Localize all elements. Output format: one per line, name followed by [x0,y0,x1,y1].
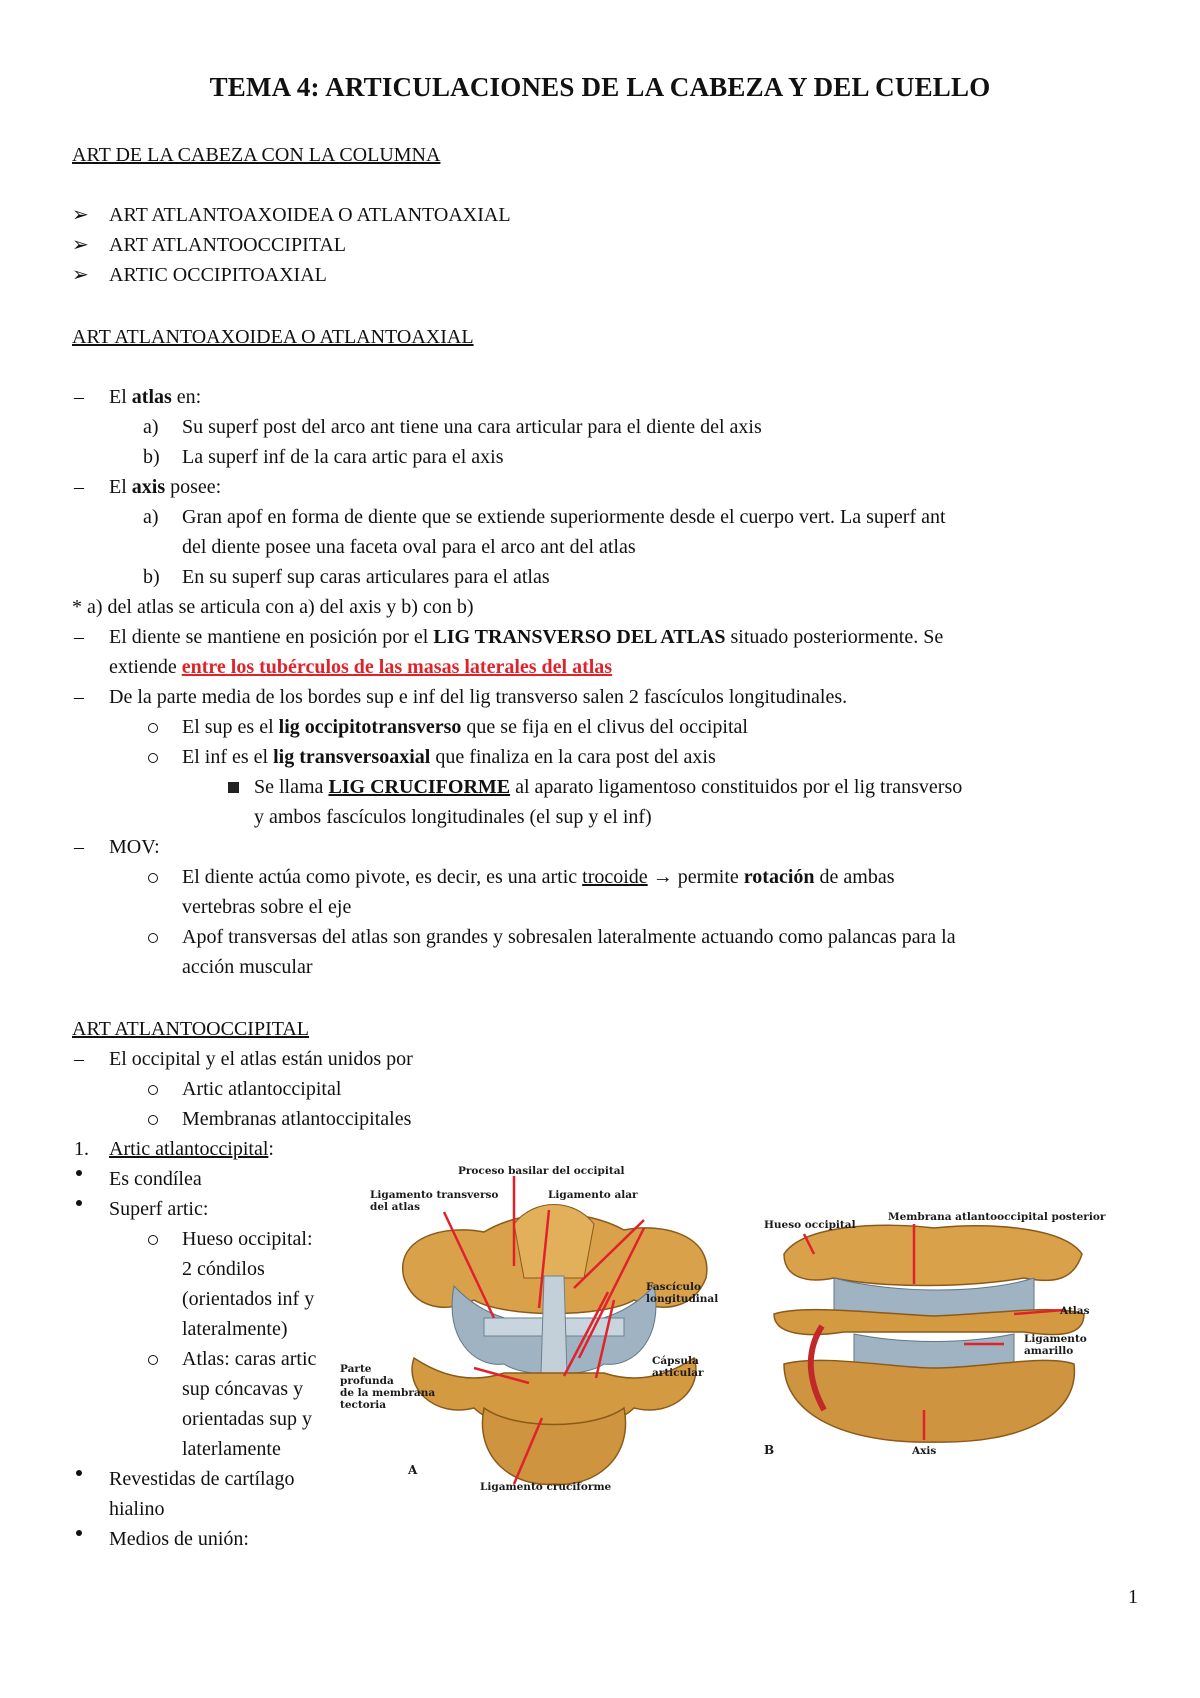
list-item: De la parte media de los bordes sup e inf del lig transverso salen 2 fascículos longitudinales. [109,686,848,708]
circle-bullet-icon [148,753,158,763]
list-item: El atlas en: [109,386,202,408]
dash-bullet-icon: – [74,476,84,498]
label-ligamento-amarillo: Ligamento [1024,1333,1087,1345]
dot-bullet-icon [76,1200,82,1206]
figure-letter: B [764,1443,775,1457]
note: * a) del atlas se articula con a) del axis y b) con b) [72,596,474,618]
label-fasciculo: longitudinal [646,1293,719,1305]
section-heading: ART DE LA CABEZA CON LA COLUMNA [72,144,441,166]
axis-bone [784,1360,1074,1442]
list-item: ART ATLANTOAXOIDEA O ATLANTOAXIAL [109,204,511,226]
dash-bullet-icon: – [74,626,84,648]
list-item: 2 cóndilos [182,1258,265,1280]
list-marker: a) [143,416,159,438]
dash-bullet-icon: – [74,686,84,708]
section-heading: ART ATLANTOAXOIDEA O ATLANTOAXIAL [72,326,474,348]
dot-bullet-icon [76,1170,82,1176]
list-item: Su superf post del arco ant tiene una cara articular para el diente del axis [182,416,762,438]
list-item: El diente actúa como pivote, es decir, es una artic trocoide → permite rotación de ambas [182,866,895,888]
list-item: En su superf sup caras articulares para el atlas [182,566,550,588]
dash-bullet-icon: – [74,1048,84,1070]
list-item: Revestidas de cartílago [109,1468,295,1490]
label-transverso: Ligamento transverso [370,1189,499,1201]
list-item: lateralmente) [182,1318,288,1340]
label-alar: Ligamento alar [548,1189,638,1201]
list-item: ART ATLANTOOCCIPITAL [109,234,347,256]
list-marker: 1. [74,1138,89,1160]
circle-bullet-icon [148,1085,158,1095]
anatomy-figure-b [764,1211,1106,1458]
label-parte: de la membrana [340,1387,436,1399]
list-item: ARTIC OCCIPITOAXIAL [109,264,327,286]
list-item: hialino [109,1498,165,1520]
list-item: El sup es el lig occipitotransverso que se fija en el clivus del occipital [182,716,748,738]
label-axis: Axis [912,1445,937,1457]
square-bullet-icon [228,782,239,793]
label-capsula: articular [652,1367,704,1379]
circle-bullet-icon [148,1235,158,1245]
list-item: sup cóncavas y [182,1378,304,1400]
list-item: vertebras sobre el eje [182,896,352,918]
label-transverso: del atlas [370,1201,421,1213]
figure-letter: A [408,1463,418,1477]
label-parte: Parte [340,1363,372,1375]
list-item: del diente posee una faceta oval para el arco ant del atlas [182,536,636,558]
list-item: El diente se mantiene en posición por el LIG TRANSVERSO DEL ATLAS situado posteriormente. Se [109,626,944,648]
list-item: orientadas sup y [182,1408,312,1430]
page-title: TEMA 4: ARTICULACIONES DE LA CABEZA Y DEL CUELLO [209,72,991,102]
arrow-bullet-icon: ➢ [72,234,89,256]
dash-bullet-icon: – [74,836,84,858]
arrow-bullet-icon: ➢ [72,264,89,286]
list-item: laterlamente [182,1438,281,1460]
list-marker: a) [143,506,159,528]
circle-bullet-icon [148,1115,158,1125]
basilar-process [514,1205,594,1279]
dot-bullet-icon [76,1470,82,1476]
list-item: MOV: [109,836,160,858]
label-atlas: Atlas [1060,1305,1090,1317]
list-item: Es condílea [109,1168,202,1190]
list-marker: b) [143,566,160,588]
circle-bullet-icon [148,723,158,733]
page-number: 1 [1128,1586,1138,1608]
arrow-bullet-icon: ➢ [72,204,89,226]
list-item: La superf inf de la cara artic para el axis [182,446,504,468]
circle-bullet-icon [148,933,158,943]
list-item: El inf es el lig transversoaxial que finaliza en la cara post del axis [182,746,716,768]
dash-bullet-icon: – [74,386,84,408]
list-item: El occipital y el atlas están unidos por [109,1048,413,1070]
label-parte: profunda [340,1375,394,1387]
list-item: El axis posee: [109,476,222,498]
list-item: Apof transversas del atlas son grandes y sobresalen lateralmente actuando como palancas para la [182,926,956,948]
label-hueso-occipital: Hueso occipital [764,1219,856,1231]
label-cruciforme: Ligamento cruciforme [480,1481,612,1493]
list-item: acción muscular [182,956,313,978]
circle-bullet-icon [148,873,158,883]
list-item: Se llama LIG CRUCIFORME al aparato ligamentoso constituidos por el lig transverso [254,776,963,798]
label-capsula: Cápsula [652,1355,699,1367]
label-fasciculo: Fascículo [646,1281,701,1293]
list-marker: b) [143,446,160,468]
list-item: Hueso occipital: [182,1228,313,1250]
occipital-bone [784,1225,1082,1285]
dot-bullet-icon [76,1530,82,1536]
anatomy-figure-a [340,1165,744,1494]
list-item: Artic atlantoccipital [182,1078,342,1100]
list-item: Membranas atlantoccipitales [182,1108,412,1130]
list-item: (orientados inf y [182,1288,315,1310]
list-item: Superf artic: [109,1198,209,1220]
label-membrana: Membrana atlantooccipital posterior [888,1211,1106,1223]
section-heading: ART ATLANTOOCCIPITAL [72,1018,310,1040]
label-ligamento-amarillo: amarillo [1024,1345,1074,1357]
list-item: Medios de unión: [109,1528,249,1550]
label-proceso: Proceso basilar del occipital [458,1165,625,1177]
list-item: Gran apof en forma de diente que se extiende superiormente desde el cuerpo vert. La superf ant [182,506,946,528]
list-item: Atlas: caras artic [182,1348,317,1370]
list-item: Artic atlantoccipital: [109,1138,274,1160]
list-item: extiende entre los tubérculos de las masas laterales del atlas [109,656,613,678]
list-item: y ambos fascículos longitudinales (el sup y el inf) [254,806,652,828]
circle-bullet-icon [148,1355,158,1365]
label-parte: tectoria [340,1399,387,1411]
